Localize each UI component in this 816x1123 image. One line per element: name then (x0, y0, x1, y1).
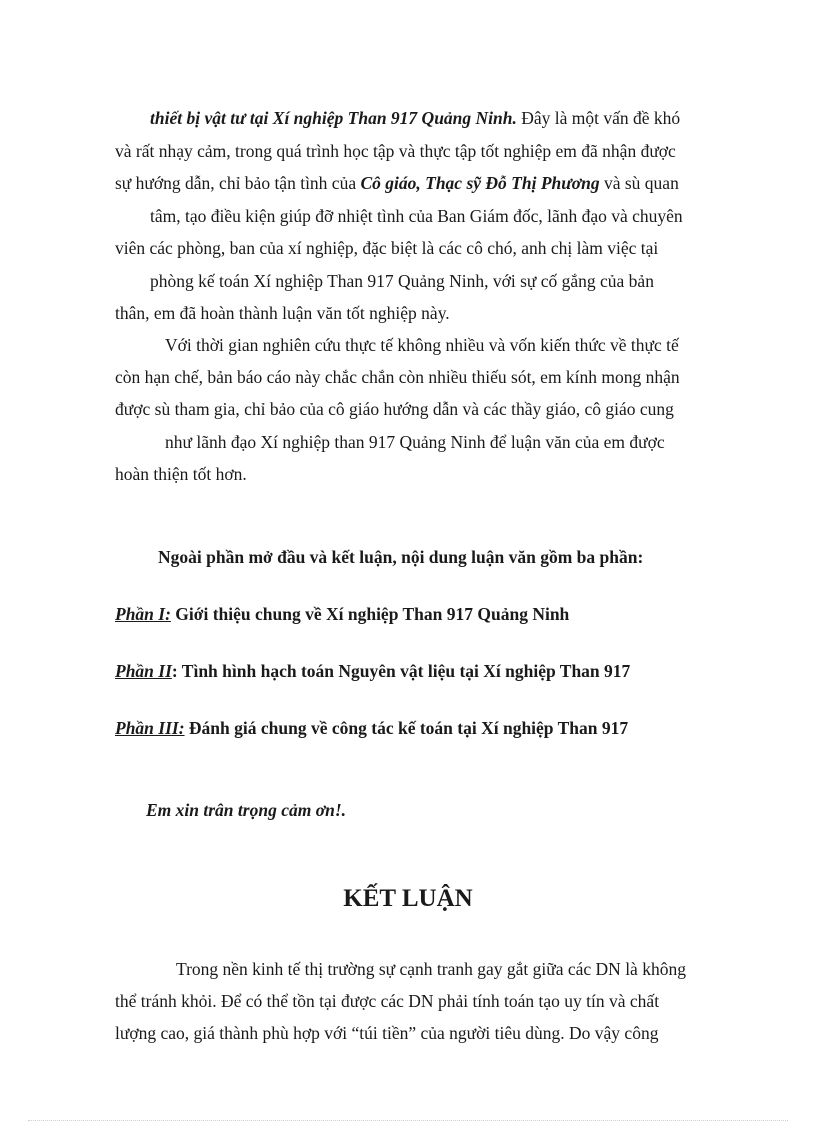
intro-line-7: thân, em đã hoàn thành luận văn tốt nghiệp này. (115, 303, 450, 323)
para2-line-4: như lãnh đạo Xí nghiệp than 917 Quảng Ninh để luận văn của em được (165, 432, 665, 452)
outline-heading: Ngoài phần mở đầu và kết luận, nội dung luận văn gồm ba phần: (158, 547, 644, 567)
para2-line-1: Với thời gian nghiên cứu thực tế không nhiều và vốn kiến thức về thực tế (165, 335, 679, 355)
intro-line-2: và rất nhạy cảm, trong quá trình học tập và thực tập tốt nghiệp em đã nhận được (115, 141, 676, 161)
outline-part-1 (115, 603, 569, 625)
intro-line-5: viên các phòng, ban của xí nghiệp, đặc biệt là các cô chó, anh chị làm việc tại (115, 238, 659, 258)
advisor-name: Cô giáo, Thạc sỹ Đỗ Thị Phương (360, 173, 600, 193)
intro-bold-phrase: thiết bị vật tư tại Xí nghiệp Than 917 Quảng Ninh. (150, 108, 517, 128)
para2-line-5: hoàn thiện tốt hơn. (115, 464, 247, 484)
intro-line-1-rest: Đây là một vấn đề khó (516, 108, 681, 128)
para2-line-2: còn hạn chế, bản báo cáo này chắc chắn còn nhiều thiếu sót, em kính mong nhận (115, 367, 680, 387)
intro-line-3 (115, 172, 679, 194)
intro-line-3-a: sự hướng dẫn, chỉ bảo tận tình của (115, 173, 361, 193)
part-2-text: : Tình hình hạch toán Nguyên vật liệu tại Xí nghiệp Than 917 (171, 661, 631, 681)
part-1-text: Giới thiệu chung về Xí nghiệp Than 917 Quảng Ninh (170, 604, 570, 624)
intro-line-3-b: và sù quan (599, 173, 679, 193)
intro-line-6: phòng kế toán Xí nghiệp Than 917 Quảng Ninh, với sự cố gắng của bản (150, 271, 654, 291)
outline-part-2 (115, 660, 630, 682)
conclusion-title: KẾT LUẬN (343, 885, 473, 912)
conclusion-line-2: thể tránh khỏi. Để có thể tồn tại được các DN phải tính toán tạo uy tín và chất (115, 991, 660, 1011)
part-2-label: Phần II (115, 661, 172, 681)
thanks-line: Em xin trân trọng cảm ơn!. (146, 800, 347, 820)
intro-line-1 (150, 107, 680, 129)
outline-part-3 (115, 717, 628, 739)
part-3-label: Phần III: (115, 718, 185, 738)
page-bottom-divider (28, 1120, 788, 1121)
conclusion-line-3: lượng cao, giá thành phù hợp với “túi tiền” của người tiêu dùng. Do vậy công (115, 1023, 659, 1043)
para2-line-3: được sù tham gia, chỉ bảo của cô giáo hướng dẫn và các thầy giáo, cô giáo cung (115, 399, 674, 419)
part-1-label: Phần I: (115, 604, 171, 624)
intro-line-4: tâm, tạo điều kiện giúp đỡ nhiệt tình của Ban Giám đốc, lãnh đạo và chuyên (150, 206, 683, 226)
part-3-text: Đánh giá chung về công tác kế toán tại Xí nghiệp Than 917 (184, 718, 629, 738)
conclusion-line-1: Trong nền kinh tế thị trường sự cạnh tranh gay gắt giữa các DN là không (176, 959, 686, 979)
